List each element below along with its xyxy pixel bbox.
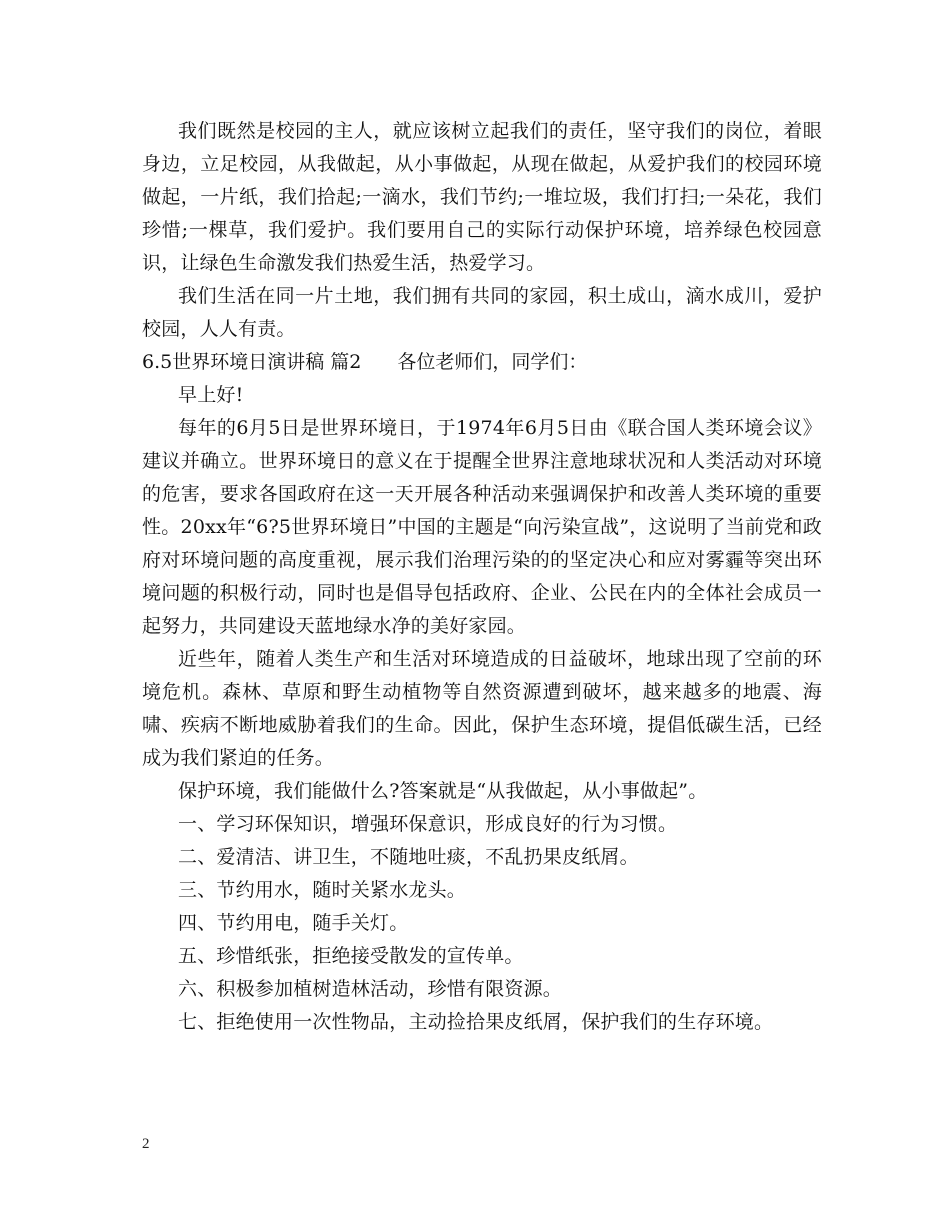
paragraph: 近些年，随着人类生产和生活对环境造成的日益破坏，地球出现了空前的环境危机。森林、草原和野生动植物等自然资源遭到破坏，越来越多的地震、海啸、疾病不断地威胁着我们的生命。因此，保护生态环境，提倡低碳生活，已经成为我们紧迫的任务。 [142,648,822,769]
list-item: 三、节约用水，随时关紧水龙头。 [178,879,467,901]
list-item: 六、积极参加植树造林活动，珍惜有限资源。 [178,978,563,1000]
greeting: 早上好! [178,384,244,406]
list-item: 一、学习环保知识，增强环保意识，形成良好的行为习惯。 [178,813,678,835]
paragraph: 每年的6月5日是世界环境日，于1974年6月5日由《联合国人类环境会议》建议并确立。世界环境日的意义在于提醒全世界注意地球状况和人类活动对环境的危害，要求各国政府在这一天开展各种活动来强调保护和改善人类环境的重要性。20xx年“6?5世界环境日”中国的主题是“向污染宣战”，这说明了当前党和政府对环境问题的高度重视，展示我们治理污染的的坚定决心和应对雾霾等突出环境问题的积极行动，同时也是倡导包括政府、企业、公民在内的全体社会成员一起努力，共同建设天蓝地绿水净的美好家园。 [142,417,822,637]
paragraph: 我们既然是校园的主人，就应该树立起我们的责任，坚守我们的岗位，着眼身边，立足校园，从我做起，从小事做起，从现在做起，从爱护我们的校园环境做起，一片纸，我们拾起;一滴水，我们节约;一堆垃圾，我们打扫;一朵花，我们珍惜;一棵草，我们爱护。我们要用自己的实际行动保护环境，培养绿色校园意识，让绿色生命激发我们热爱生活，热爱学习。 [142,120,822,274]
list-item: 二、爱清洁、讲卫生，不随地吐痰，不乱扔果皮纸屑。 [178,846,639,868]
page-number: 2 [142,1136,150,1152]
list-item: 七、拒绝使用一次性物品，主动捡拾果皮纸屑，保护我们的生存环境。 [178,1011,774,1033]
list-item: 五、珍惜纸张，拒绝接受散发的宣传单。 [178,945,524,967]
document-body [142,115,822,1039]
salutation: 各位老师们，同学们： [397,351,588,373]
paragraph: 保护环境，我们能做什么?答案就是“从我做起，从小事做起”。 [178,780,708,802]
section-heading [142,346,822,379]
speech-title: 6.5世界环境日演讲稿 篇2 [142,351,362,373]
list-item: 四、节约用电，随手关灯。 [178,912,409,934]
paragraph: 我们生活在同一片土地，我们拥有共同的家园，积土成山，滴水成川，爱护校园，人人有责。 [142,285,822,340]
